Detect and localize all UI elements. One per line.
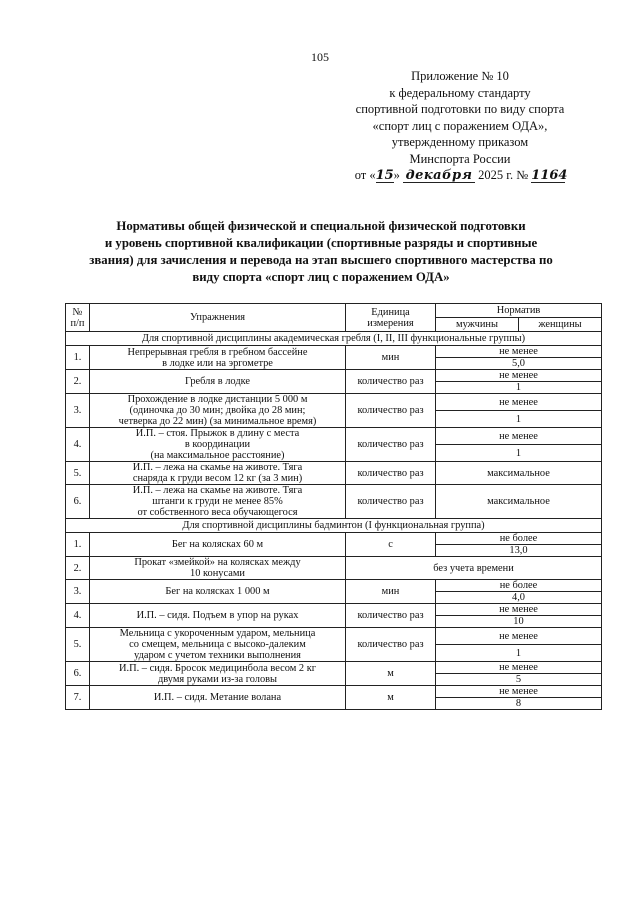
section-title: Для спортивной дисциплины бадминтон (I функциональная группа) xyxy=(66,519,602,533)
header-row xyxy=(66,304,602,318)
unit-cell: количество раз xyxy=(346,628,436,662)
row-number: 3. xyxy=(66,580,90,604)
row-number: 6. xyxy=(66,662,90,686)
table-row xyxy=(66,485,602,519)
norm-value: 1 xyxy=(436,382,602,394)
norm-label: не менее xyxy=(436,428,602,445)
exercise-cell xyxy=(90,485,346,519)
table-row xyxy=(66,557,602,580)
unit-cell: количество раз xyxy=(346,485,436,519)
exercise-line: Гребля в лодке xyxy=(184,376,251,387)
exercise-line: со смещем, мельница с высоко-далеким xyxy=(129,639,306,650)
row-number: 7. xyxy=(66,686,90,710)
unit-cell: м xyxy=(346,662,436,686)
unit-cell: количество раз xyxy=(346,604,436,628)
unit-cell: количество раз xyxy=(346,428,436,462)
appendix-line: «спорт лиц с поражением ОДА», xyxy=(372,118,548,133)
appendix-line: к федеральному стандарту xyxy=(389,85,531,100)
row-number: 4. xyxy=(66,428,90,462)
exercise-cell xyxy=(90,686,346,710)
row-number: 5. xyxy=(66,462,90,485)
appendix-block xyxy=(330,68,590,184)
exercise-cell xyxy=(90,462,346,485)
title-line: Нормативы общей физической и специальной физической подготовки xyxy=(116,219,526,233)
page-number: 105 xyxy=(311,50,329,64)
exercise-cell xyxy=(90,580,346,604)
row-number: 4. xyxy=(66,604,90,628)
appendix-line: Приложение № 10 xyxy=(411,69,509,83)
header-unit: Единица измерения xyxy=(346,304,436,332)
norm-value: 1 xyxy=(436,411,602,428)
exercise-line: (на максимальное расстояние) xyxy=(150,450,285,461)
norm-label: не менее xyxy=(436,370,602,382)
exercise-line: четверка до 22 мин) (за минимальное время) xyxy=(118,416,317,427)
handwritten-month: декабря xyxy=(403,169,475,183)
table-body xyxy=(66,304,602,710)
exercise-line: (одиночка до 30 мин; двойка до 28 мин; xyxy=(129,405,306,416)
exercise-cell xyxy=(90,394,346,428)
norm-label: не менее xyxy=(436,686,602,698)
norm-label: не менее xyxy=(436,346,602,358)
row-number: 3. xyxy=(66,394,90,428)
norm-label: не менее xyxy=(436,628,602,645)
order-date-line xyxy=(330,167,590,184)
header-norm: Норматив xyxy=(436,304,602,318)
norm-value: 1 xyxy=(436,645,602,662)
exercise-line: И.П. – сидя. Бросок медицинбола весом 2 кг xyxy=(118,662,317,674)
norm-label: не более xyxy=(436,580,602,592)
norm-value: 8 xyxy=(436,698,602,710)
table-row xyxy=(66,533,602,545)
standards-table xyxy=(65,303,602,710)
row-number: 1. xyxy=(66,533,90,557)
norm-value: без учета времени xyxy=(346,557,602,580)
exercise-line: снаряда к груди весом 12 кг (за 3 мин) xyxy=(132,473,303,484)
norm-value: 5,0 xyxy=(436,358,602,370)
date-year: 2025 г. № xyxy=(478,168,529,182)
norm-value: 4,0 xyxy=(436,592,602,604)
exercise-cell xyxy=(90,662,346,686)
exercise-line: И.П. – сидя. Метание волана xyxy=(153,692,282,703)
title-line: звания) для зачисления и перевода на этап высшего спортивного мастерства по xyxy=(89,253,553,267)
norm-label: не менее xyxy=(436,662,602,674)
header-women: женщины xyxy=(519,318,602,332)
exercise-line: Мельница с укороченным ударом, мельница xyxy=(119,628,316,639)
table-row xyxy=(66,394,602,411)
date-mid: » xyxy=(393,168,400,182)
appendix-line: спортивной подготовки по виду спорта xyxy=(355,102,565,116)
exercise-line: Прохождение в лодке дистанции 5 000 м xyxy=(127,394,308,405)
section-row xyxy=(66,519,602,533)
header-men: мужчины xyxy=(436,318,519,332)
exercise-line: Бег на колясках 60 м xyxy=(171,539,264,550)
exercise-cell xyxy=(90,628,346,662)
unit-cell: м xyxy=(346,686,436,710)
exercise-line: от собственного веса обучающегося xyxy=(137,507,298,518)
norm-label: не менее xyxy=(436,604,602,616)
norm-value: максимальное xyxy=(436,462,602,485)
exercise-line: Прокат «змейкой» на колясках между xyxy=(134,557,301,568)
exercise-line: штанги к груди не менее 85% xyxy=(152,496,283,507)
exercise-cell xyxy=(90,428,346,462)
table-row xyxy=(66,428,602,445)
norm-value: максимальное xyxy=(436,485,602,519)
exercise-cell xyxy=(90,346,346,370)
unit-cell: мин xyxy=(346,580,436,604)
exercise-cell xyxy=(90,604,346,628)
exercise-line: 10 конусами xyxy=(190,568,245,579)
unit-cell: количество раз xyxy=(346,394,436,428)
norm-value: 13,0 xyxy=(436,545,602,557)
exercise-line: в координации xyxy=(184,439,251,450)
row-number: 1. xyxy=(66,346,90,370)
norm-value: 5 xyxy=(436,674,602,686)
exercise-line: в лодке или на эргометре xyxy=(162,357,273,369)
table-row xyxy=(66,604,602,616)
exercise-line: Непрерывная гребля в гребном бассейне xyxy=(127,346,308,358)
exercise-line: И.П. – стоя. Прыжок в длину с места xyxy=(135,428,300,439)
document-title xyxy=(60,218,582,286)
norm-label: не менее xyxy=(436,394,602,411)
norm-value: 1 xyxy=(436,445,602,462)
title-line: и уровень спортивной квалификации (спортивные разряды и спортивные xyxy=(104,236,538,250)
exercise-line: Бег на колясках 1 000 м xyxy=(165,586,270,597)
appendix-line: Минспорта России xyxy=(409,151,511,166)
row-number: 2. xyxy=(66,370,90,394)
row-number: 2. xyxy=(66,557,90,580)
exercise-cell xyxy=(90,533,346,557)
table-row xyxy=(66,370,602,382)
exercise-cell xyxy=(90,557,346,580)
header-num: № п/п xyxy=(66,304,90,332)
norm-value: 10 xyxy=(436,616,602,628)
unit-cell: количество раз xyxy=(346,462,436,485)
table-row xyxy=(66,686,602,698)
norm-label: не более xyxy=(436,533,602,545)
handwritten-order-number: 1164 xyxy=(531,168,568,183)
exercise-line: двумя руками из-за головы xyxy=(157,673,278,685)
table-row xyxy=(66,346,602,358)
unit-cell: с xyxy=(346,533,436,557)
exercise-line: И.П. – сидя. Подъем в упор на руках xyxy=(136,610,299,621)
table-row xyxy=(66,462,602,485)
unit-cell: количество раз xyxy=(346,370,436,394)
exercise-line: ударом с учетом техники выполнения xyxy=(134,650,301,661)
appendix-line: утвержденному приказом xyxy=(391,135,529,149)
section-title: Для спортивной дисциплины академическая гребля (I, II, III функциональные группы) xyxy=(66,332,602,346)
exercise-line: И.П. – лежа на скамье на животе. Тяга xyxy=(132,485,303,496)
handwritten-day: 15 xyxy=(375,168,394,183)
row-number: 5. xyxy=(66,628,90,662)
row-number: 6. xyxy=(66,485,90,519)
exercise-line: И.П. – лежа на скамье на животе. Тяга xyxy=(132,462,303,473)
header-exercise: Упражнения xyxy=(90,304,346,332)
table-row xyxy=(66,580,602,592)
section-row xyxy=(66,332,602,346)
unit-cell: мин xyxy=(346,346,436,370)
date-prefix: от « xyxy=(354,168,376,182)
exercise-cell xyxy=(90,370,346,394)
table-row xyxy=(66,628,602,645)
title-line: виду спорта «спорт лиц с поражением ОДА» xyxy=(192,270,450,284)
table-row xyxy=(66,662,602,674)
